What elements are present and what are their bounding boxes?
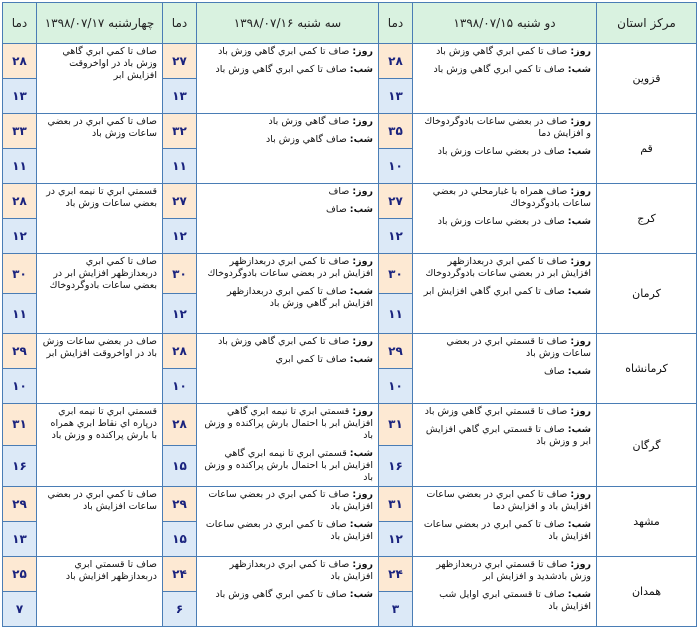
night-forecast xyxy=(418,216,591,228)
night-label: شب: xyxy=(567,589,591,600)
d1-min-temp: ۱۶ xyxy=(379,445,413,487)
day-label: روز: xyxy=(352,116,373,127)
d1-min-temp: ۱۰ xyxy=(379,149,413,184)
d1-forecast xyxy=(413,114,597,184)
d1-min-temp: ۱۲ xyxy=(379,522,413,557)
d1-max-temp: ۳۰ xyxy=(379,254,413,294)
d2-min-temp: ۱۲ xyxy=(163,219,197,254)
d3-forecast xyxy=(37,404,163,487)
d1-forecast xyxy=(413,184,597,254)
night-label: شب: xyxy=(567,64,591,75)
day-forecast xyxy=(202,256,373,280)
d3-min-temp: ۱۶ xyxy=(3,445,37,487)
day-text: صاف xyxy=(328,186,350,197)
night-text: صاف تا كمي ابري در بعضي ساعات افزايش باد xyxy=(423,519,591,542)
d1-max-temp: ۲۸ xyxy=(379,44,413,79)
d3-forecast xyxy=(37,487,163,557)
night-text: صاف xyxy=(543,366,565,377)
d3-min-temp: ۱۰ xyxy=(3,369,37,404)
night-forecast xyxy=(202,589,373,601)
day-forecast xyxy=(202,336,373,348)
day-label: روز: xyxy=(570,406,591,417)
d2-max-temp: ۲۴ xyxy=(163,557,197,592)
day-text: صاف تا قسمتي ابري دربعدازظهر وزش بادشديد و افزايش ابر xyxy=(436,559,591,582)
night-text: صاف گاهي وزش باد xyxy=(266,134,347,145)
night-label: شب: xyxy=(567,366,591,377)
d3-min-temp: ۱۳ xyxy=(3,79,37,114)
d3-forecast xyxy=(37,334,163,404)
night-forecast xyxy=(202,519,373,543)
night-forecast xyxy=(418,64,591,76)
night-text: صاف تا كمي ابري گاهي وزش باد xyxy=(433,64,565,75)
night-label: شب: xyxy=(349,204,373,215)
city-name: قزوين xyxy=(597,44,697,114)
d1-max-temp: ۲۴ xyxy=(379,557,413,592)
day-forecast xyxy=(202,116,373,128)
header-province: مرکز استان xyxy=(597,3,697,44)
day-text: صاف تا كمي ابري دربعدازظهر افزايش باد xyxy=(229,559,373,582)
night-text: صاف تا كمي ابري گاهي وزش باد xyxy=(215,589,347,600)
night-forecast xyxy=(202,134,373,146)
night-text: صاف تا كمي ابري گاهي افزايش ابر xyxy=(423,286,565,297)
day-forecast xyxy=(418,336,591,360)
night-forecast xyxy=(418,366,591,378)
d1-max-temp: ۲۹ xyxy=(379,334,413,369)
night-forecast xyxy=(202,64,373,76)
day-label: روز: xyxy=(570,559,591,570)
day-label: روز: xyxy=(352,406,373,417)
day-label: روز: xyxy=(570,186,591,197)
night-label: شب: xyxy=(567,286,591,297)
d1-forecast xyxy=(413,254,597,334)
table-row xyxy=(3,487,697,522)
day-text: صاف گاهي وزش باد xyxy=(268,116,350,127)
d3-max-temp: ۲۸ xyxy=(3,184,37,219)
night-forecast xyxy=(202,354,373,366)
night-label: شب: xyxy=(349,286,373,297)
d3-max-temp: ۲۹ xyxy=(3,487,37,522)
night-text: صاف تا كمي ابري دربعدازظهر افزايش ابر گاهي وزش باد xyxy=(227,286,373,309)
d1-min-temp: ۱۱ xyxy=(379,294,413,334)
night-forecast xyxy=(202,204,373,216)
table-row xyxy=(3,334,697,369)
d2-max-temp: ۳۰ xyxy=(163,254,197,294)
day-forecast xyxy=(418,559,591,583)
day-forecast xyxy=(202,489,373,513)
night-label: شب: xyxy=(567,424,591,435)
d3-min-temp: ۱۱ xyxy=(3,149,37,184)
d3-max-temp: ۳۱ xyxy=(3,404,37,446)
d3-min-temp: ۱۳ xyxy=(3,522,37,557)
d1-max-temp: ۲۷ xyxy=(379,184,413,219)
d2-forecast xyxy=(197,487,379,557)
d3-max-temp: ۲۹ xyxy=(3,334,37,369)
d1-forecast xyxy=(413,404,597,487)
d3-text: قسمتي ابري تا نيمه ابري درپاره اي نقاط ابري همراه با بارش پراكنده و وزش باد xyxy=(50,406,157,441)
day-text: صاف تا كمي ابري دربعدازظهر افزايش ابر در بعضي ساعات بادوگردوخاك xyxy=(425,256,591,279)
day-forecast xyxy=(418,186,591,210)
d1-max-temp: ۳۱ xyxy=(379,404,413,446)
table-row xyxy=(3,184,697,219)
d3-text: صاف در بعضي ساعات وزش باد در اواخروقت افزايش ابر xyxy=(42,336,157,359)
d3-text: صاف تا كمي ابري گاهي وزش باد در اواخروقت افزايش ابر xyxy=(62,46,157,81)
day-forecast xyxy=(418,116,591,140)
day-forecast xyxy=(202,186,373,198)
day-text: قسمتي ابري تا نيمه ابري گاهي افزايش ابر با احتمال بارش پراكنده و وزش باد xyxy=(204,406,373,441)
d2-forecast xyxy=(197,114,379,184)
d1-min-temp: ۱۲ xyxy=(379,219,413,254)
day-text: صاف در بعضي ساعات بادوگردوخاك و افزايش دما xyxy=(424,116,591,139)
day-label: روز: xyxy=(352,186,373,197)
night-forecast xyxy=(202,448,373,484)
header-day2: سه شنبه ۱۳۹۸/۰۷/۱۶ xyxy=(197,3,379,44)
day-text: صاف تا قسمتي ابري در بعضي ساعات وزش باد xyxy=(446,336,591,359)
d3-max-temp: ۲۸ xyxy=(3,44,37,79)
day-text: صاف تا كمي ابري گاهي وزش باد xyxy=(218,46,350,57)
d2-max-temp: ۲۸ xyxy=(163,404,197,446)
d2-min-temp: ۱۰ xyxy=(163,369,197,404)
day-text: صاف تا كمي ابري گاهي وزش باد xyxy=(436,46,568,57)
header-day3: چهارشنبه ۱۳۹۸/۰۷/۱۷ xyxy=(37,3,163,44)
night-label: شب: xyxy=(567,519,591,530)
d1-min-temp: ۱۳ xyxy=(379,79,413,114)
city-name: گرگان xyxy=(597,404,697,487)
night-label: شب: xyxy=(567,146,591,157)
header-temp-day1: دما xyxy=(379,3,413,44)
night-forecast xyxy=(418,146,591,158)
d2-max-temp: ۲۸ xyxy=(163,334,197,369)
d2-min-temp: ۱۵ xyxy=(163,445,197,487)
night-label: شب: xyxy=(349,589,373,600)
d3-forecast xyxy=(37,44,163,114)
d3-forecast xyxy=(37,557,163,627)
day-label: روز: xyxy=(570,336,591,347)
d3-max-temp: ۳۰ xyxy=(3,254,37,294)
d2-min-temp: ۱۳ xyxy=(163,79,197,114)
day-text: صاف تا كمي ابري در بعضي ساعات افزايش باد xyxy=(208,489,373,512)
night-forecast xyxy=(418,519,591,543)
night-text: قسمتي ابري تا نيمه ابري گاهي افزايش ابر با احتمال بارش پراكنده و وزش باد xyxy=(204,448,373,483)
day-label: روز: xyxy=(352,559,373,570)
night-text: صاف تا كمي ابري xyxy=(275,354,347,365)
d3-forecast xyxy=(37,254,163,334)
d2-min-temp: ۶ xyxy=(163,592,197,627)
day-label: روز: xyxy=(352,489,373,500)
d3-max-temp: ۳۳ xyxy=(3,114,37,149)
table-row xyxy=(3,404,697,446)
night-text: صاف تا كمي ابري گاهي وزش باد xyxy=(215,64,347,75)
day-text: صاف تا قسمتي ابري گاهي وزش باد xyxy=(424,406,568,417)
d3-text: صاف تا قسمتي ابري دربعدازظهر افزايش باد xyxy=(65,559,157,582)
d1-min-temp: ۳ xyxy=(379,592,413,627)
day-label: روز: xyxy=(352,46,373,57)
d2-forecast xyxy=(197,184,379,254)
city-name: كرمان xyxy=(597,254,697,334)
d1-min-temp: ۱۰ xyxy=(379,369,413,404)
d3-forecast xyxy=(37,114,163,184)
day-forecast xyxy=(418,489,591,513)
header-temp-day2: دما xyxy=(163,3,197,44)
night-label: شب: xyxy=(349,448,373,459)
night-label: شب: xyxy=(349,64,373,75)
table-row xyxy=(3,44,697,79)
night-text: صاف تا قسمتي ابري اوايل شب افزايش باد xyxy=(439,589,591,612)
d1-forecast xyxy=(413,487,597,557)
day-text: صاف تا كمي ابري گاهي وزش باد xyxy=(218,336,350,347)
d2-max-temp: ۲۹ xyxy=(163,487,197,522)
day-forecast xyxy=(202,559,373,583)
night-text: صاف در بعضي ساعات وزش باد xyxy=(437,216,565,227)
day-label: روز: xyxy=(570,256,591,267)
night-label: شب: xyxy=(349,354,373,365)
night-forecast xyxy=(418,286,591,298)
night-label: شب: xyxy=(349,519,373,530)
day-text: صاف تا كمي ابري دربعدازظهر افزايش ابر در بعضي ساعات بادوگردوخاك xyxy=(207,256,373,279)
night-text: صاف تا قسمتي ابري گاهي افزايش ابر و وزش باد xyxy=(425,424,591,447)
day-forecast xyxy=(418,256,591,280)
d3-forecast xyxy=(37,184,163,254)
table-row xyxy=(3,557,697,592)
header-row xyxy=(3,3,697,44)
day-label: روز: xyxy=(570,116,591,127)
header-day1: دو شنبه ۱۳۹۸/۰۷/۱۵ xyxy=(413,3,597,44)
night-forecast xyxy=(418,424,591,448)
day-forecast xyxy=(202,46,373,58)
d3-text: صاف تا كمي ابري در بعضي ساعات وزش باد xyxy=(47,116,157,139)
night-forecast xyxy=(418,589,591,613)
night-label: شب: xyxy=(349,134,373,145)
d1-forecast xyxy=(413,44,597,114)
d1-max-temp: ۳۵ xyxy=(379,114,413,149)
d2-forecast xyxy=(197,44,379,114)
city-name: كرج xyxy=(597,184,697,254)
night-label: شب: xyxy=(567,216,591,227)
d2-forecast xyxy=(197,557,379,627)
d3-text: قسمتي ابري تا نيمه ابري در بعضي ساعات وزش باد xyxy=(46,186,157,209)
day-forecast xyxy=(202,406,373,442)
d2-min-temp: ۱۱ xyxy=(163,149,197,184)
d1-forecast xyxy=(413,557,597,627)
d2-forecast xyxy=(197,254,379,334)
d1-forecast xyxy=(413,334,597,404)
table-row xyxy=(3,114,697,149)
day-label: روز: xyxy=(570,46,591,57)
night-forecast xyxy=(202,286,373,310)
night-text: صاف تا كمي ابري در بعضي ساعات افزايش باد xyxy=(205,519,373,542)
day-forecast xyxy=(418,406,591,418)
day-label: روز: xyxy=(352,336,373,347)
day-text: صاف همراه با غبارمحلي در بعضي ساعات بادوگردوخاك xyxy=(432,186,591,209)
d2-forecast xyxy=(197,404,379,487)
night-text: صاف xyxy=(325,204,347,215)
d3-text: صاف تا كمي ابري در بعضي ساعات افزايش باد xyxy=(47,489,157,512)
d3-min-temp: ۱۲ xyxy=(3,219,37,254)
d2-min-temp: ۱۵ xyxy=(163,522,197,557)
d3-text: صاف تا كمي ابري دربعدازظهر افزايش ابر در بعضي ساعات بادوگردوخاك xyxy=(49,256,157,291)
d2-max-temp: ۲۷ xyxy=(163,184,197,219)
day-label: روز: xyxy=(570,489,591,500)
d3-max-temp: ۲۵ xyxy=(3,557,37,592)
d2-max-temp: ۲۷ xyxy=(163,44,197,79)
night-text: صاف در بعضي ساعات وزش باد xyxy=(437,146,565,157)
d3-min-temp: ۱۱ xyxy=(3,294,37,334)
table-row xyxy=(3,254,697,294)
city-name: مشهد xyxy=(597,487,697,557)
header-temp-day3: دما xyxy=(3,3,37,44)
d3-min-temp: ۷ xyxy=(3,592,37,627)
city-name: قم xyxy=(597,114,697,184)
d2-min-temp: ۱۲ xyxy=(163,294,197,334)
city-name: همدان xyxy=(597,557,697,627)
city-name: كرمانشاه xyxy=(597,334,697,404)
day-text: صاف تا كمي ابري در بعضي ساعات افزايش باد و افزايش دما xyxy=(426,489,591,512)
forecast-table xyxy=(2,2,697,627)
d2-forecast xyxy=(197,334,379,404)
d2-max-temp: ۳۲ xyxy=(163,114,197,149)
day-label: روز: xyxy=(352,256,373,267)
day-forecast xyxy=(418,46,591,58)
d1-max-temp: ۳۱ xyxy=(379,487,413,522)
